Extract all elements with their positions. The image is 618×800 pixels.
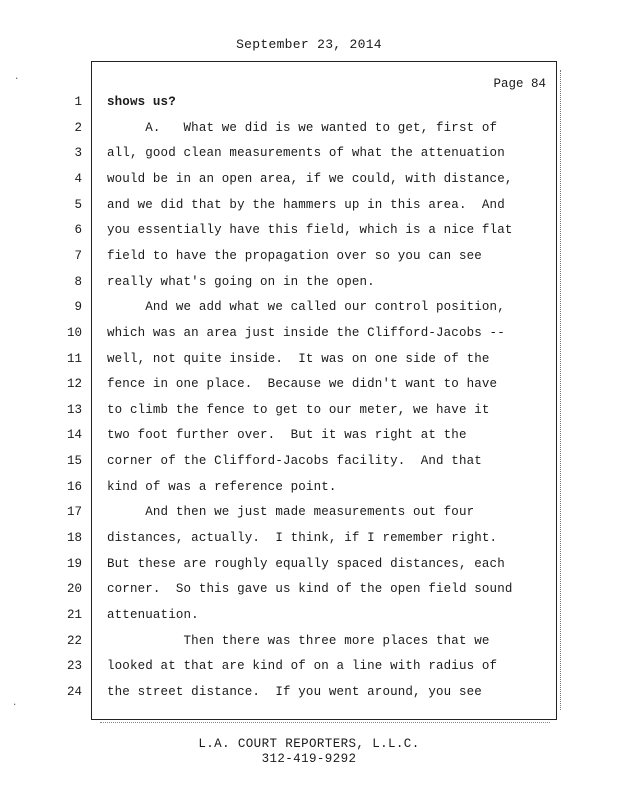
transcript-line-text: corner of the Clifford-Jacobs facility. And that — [107, 454, 482, 468]
transcript-line-text: you essentially have this field, which is a nice flat — [107, 223, 513, 237]
transcript-line-text: to climb the fence to get to our meter, we have it — [107, 403, 490, 417]
line-number: 4 — [74, 172, 82, 186]
line-number: 19 — [66, 557, 82, 571]
transcript-line-text: which was an area just inside the Clifford-Jacobs -- — [107, 326, 505, 340]
line-number: 3 — [74, 146, 82, 160]
transcript-line-text: corner. So this gave us kind of the open field sound — [107, 582, 513, 596]
line-number: 9 — [74, 300, 82, 314]
line-number: 13 — [66, 403, 82, 417]
transcript-date: September 23, 2014 — [236, 37, 382, 52]
court-reporter-name: L.A. COURT REPORTERS, L.L.C. — [198, 737, 420, 751]
scan-speck: · — [12, 700, 18, 710]
transcript-line-text: well, not quite inside. It was on one side of the — [107, 352, 490, 366]
line-number: 23 — [66, 659, 82, 673]
transcript-line-text: and we did that by the hammers up in this area. And — [107, 198, 505, 212]
line-number: 12 — [66, 377, 82, 391]
transcript-line-text: two foot further over. But it was right at the — [107, 428, 467, 442]
line-number: 7 — [74, 249, 82, 263]
line-number: 8 — [74, 275, 82, 289]
transcript-line-text: kind of was a reference point. — [107, 480, 337, 494]
transcript-line-text: And then we just made measurements out four — [107, 505, 475, 519]
transcript-line-text: A. What we did is we wanted to get, first of — [107, 121, 498, 135]
line-number: 24 — [66, 685, 82, 699]
line-number: 14 — [66, 428, 82, 442]
transcript-line-text: Then there was three more places that we — [107, 634, 490, 648]
bottom-dotted-rule — [100, 722, 550, 725]
line-number: 16 — [66, 480, 82, 494]
line-number: 15 — [66, 454, 82, 468]
line-number: 18 — [66, 531, 82, 545]
page-number: Page 84 — [493, 77, 546, 91]
transcript-line-text: would be in an open area, if we could, with distance, — [107, 172, 513, 186]
line-number: 21 — [66, 608, 82, 622]
line-number: 1 — [74, 95, 82, 109]
transcript-line-text: But these are roughly equally spaced distances, each — [107, 557, 505, 571]
line-number: 2 — [74, 121, 82, 135]
court-reporter-phone: 312-419-9292 — [261, 752, 357, 766]
margin-dotted-rule — [560, 70, 563, 710]
transcript-line-text: attenuation. — [107, 608, 199, 622]
line-number: 5 — [74, 198, 82, 212]
line-number: 11 — [66, 352, 82, 366]
scan-speck: · — [14, 74, 20, 84]
line-number: 6 — [74, 223, 82, 237]
transcript-line-text: all, good clean measurements of what the attenuation — [107, 146, 505, 160]
transcript-line-text: really what's going on in the open. — [107, 275, 375, 289]
line-number: 22 — [66, 634, 82, 648]
transcript-line-text: field to have the propagation over so you can see — [107, 249, 482, 263]
transcript-line-text: shows us? — [107, 95, 176, 109]
transcript-line-text: distances, actually. I think, if I remember right. — [107, 531, 498, 545]
line-number: 20 — [66, 582, 82, 596]
transcript-line-text: the street distance. If you went around, you see — [107, 685, 482, 699]
transcript-line-text: And we add what we called our control position, — [107, 300, 505, 314]
line-number: 10 — [66, 326, 82, 340]
transcript-line-text: fence in one place. Because we didn't want to have — [107, 377, 498, 391]
transcript-line-text: looked at that are kind of on a line with radius of — [107, 659, 498, 673]
line-number: 17 — [66, 505, 82, 519]
